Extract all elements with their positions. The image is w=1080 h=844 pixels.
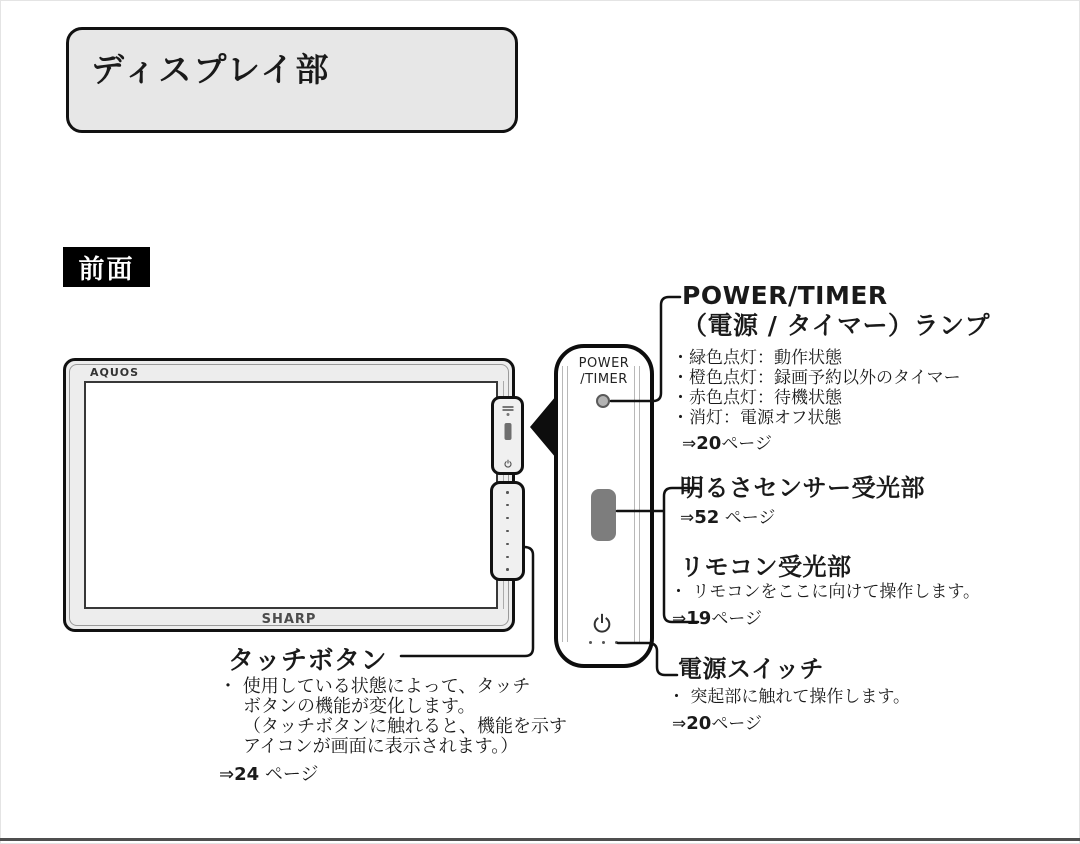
page-suffix: ページ	[259, 764, 319, 785]
arrow-glyph: ⇒	[672, 714, 687, 734]
bullet-item: （タッチボタンに触れると、機能を示す	[243, 716, 567, 737]
bullet-item: ボタンの機能が変化します。	[243, 696, 476, 717]
magnify-triangle-icon	[530, 396, 556, 458]
page-suffix: ページ	[711, 609, 762, 629]
front-section-label: 前面	[63, 247, 150, 287]
page-reference	[680, 503, 1070, 528]
strip-deco-line	[639, 366, 640, 642]
arrow-glyph: ⇒	[672, 609, 687, 629]
indicator-dot	[602, 641, 605, 644]
mini-power-icon	[503, 459, 512, 468]
arrow-glyph: ⇒	[219, 764, 235, 785]
bullet-item: ・緑色点灯：動作状態	[672, 348, 842, 368]
power-standby-icon[interactable]	[591, 612, 613, 634]
page-reference	[672, 604, 1070, 629]
bullet-item: ・橙色点灯：録画予約以外のタイマー	[672, 368, 961, 388]
callout-brightness-sensor-title: 明るさセンサー受光部	[680, 474, 925, 502]
touch-dot	[506, 530, 509, 533]
touch-dot	[506, 504, 509, 507]
callout-power-switch-title: 電源スイッチ	[678, 655, 825, 683]
sharp-logo: SHARP	[261, 612, 317, 627]
indicator-dot	[589, 641, 592, 644]
page-reference	[682, 429, 1078, 454]
strip-deco-line	[634, 366, 635, 642]
power-timer-label-line1: POWER	[578, 356, 630, 371]
mini-sensor-window	[504, 423, 511, 440]
panel-zoomed-view	[554, 344, 654, 668]
page-number: 20	[686, 713, 712, 734]
strip-deco-line	[567, 366, 568, 642]
page-title-box	[66, 27, 518, 133]
arrow-glyph: ⇒	[682, 434, 697, 454]
bullet-item: ・ 使用している状態によって、タッチ	[219, 676, 531, 697]
callout-power-timer	[672, 281, 1078, 454]
mini-power-timer-text	[502, 409, 513, 411]
callout-brightness-sensor	[670, 474, 1070, 528]
touch-indicator-dots	[589, 641, 618, 644]
callout-power-timer-title-line1: POWER/TIMER	[682, 281, 888, 310]
callout-touch-buttons	[219, 645, 569, 786]
page-bottom-rule	[0, 838, 1080, 841]
indicator-dot	[615, 641, 618, 644]
aquos-logo: AQUOS	[90, 366, 140, 379]
page-number: 19	[686, 608, 712, 629]
mini-led-dot	[506, 413, 509, 416]
bullet-item: アイコンが画面に表示されます。）	[243, 736, 519, 757]
power-timer-led	[596, 394, 610, 408]
power-timer-label	[558, 356, 650, 388]
touch-dot	[506, 556, 509, 559]
page-number: 24	[234, 764, 260, 785]
callout-remote-sensor-title: リモコン受光部	[680, 553, 852, 581]
page-reference	[672, 709, 1068, 734]
touch-buttons-callout	[490, 481, 525, 581]
bullet-item: ・ 突起部に触れて操作します。	[668, 687, 911, 707]
strip-deco-line	[562, 366, 563, 642]
panel-area-callout	[491, 396, 524, 475]
arrow-glyph: ⇒	[680, 508, 695, 528]
tv-screen	[84, 381, 498, 609]
callout-touch-buttons-title: タッチボタン	[228, 646, 388, 676]
page-suffix: ページ	[719, 508, 776, 528]
page-number: 20	[696, 433, 722, 454]
touch-dot	[506, 491, 509, 494]
bullet-item: ・消灯：電源オフ状態	[672, 408, 842, 428]
page-title: ディスプレイ部	[91, 50, 331, 89]
bullet-item: ・ リモコンをここに向けて操作します。	[670, 582, 981, 602]
touch-dot	[506, 543, 509, 546]
tv-front-diagram	[63, 358, 515, 632]
page-suffix: ページ	[721, 434, 772, 454]
power-timer-label-line2: /TIMER	[580, 372, 628, 387]
callout-power-timer-title-line2: （電源 / タイマー）ランプ	[682, 311, 991, 340]
touch-dot	[506, 568, 509, 571]
mini-power-timer-text	[502, 406, 513, 408]
callout-power-switch	[668, 655, 1068, 734]
page-suffix: ページ	[711, 714, 762, 734]
sensor-window	[591, 489, 616, 541]
touch-dot	[506, 517, 509, 520]
bullet-item: ・赤色点灯：待機状態	[672, 388, 842, 408]
page-number: 52	[694, 507, 720, 528]
callout-remote-sensor	[670, 553, 1070, 629]
page-reference	[219, 760, 569, 786]
